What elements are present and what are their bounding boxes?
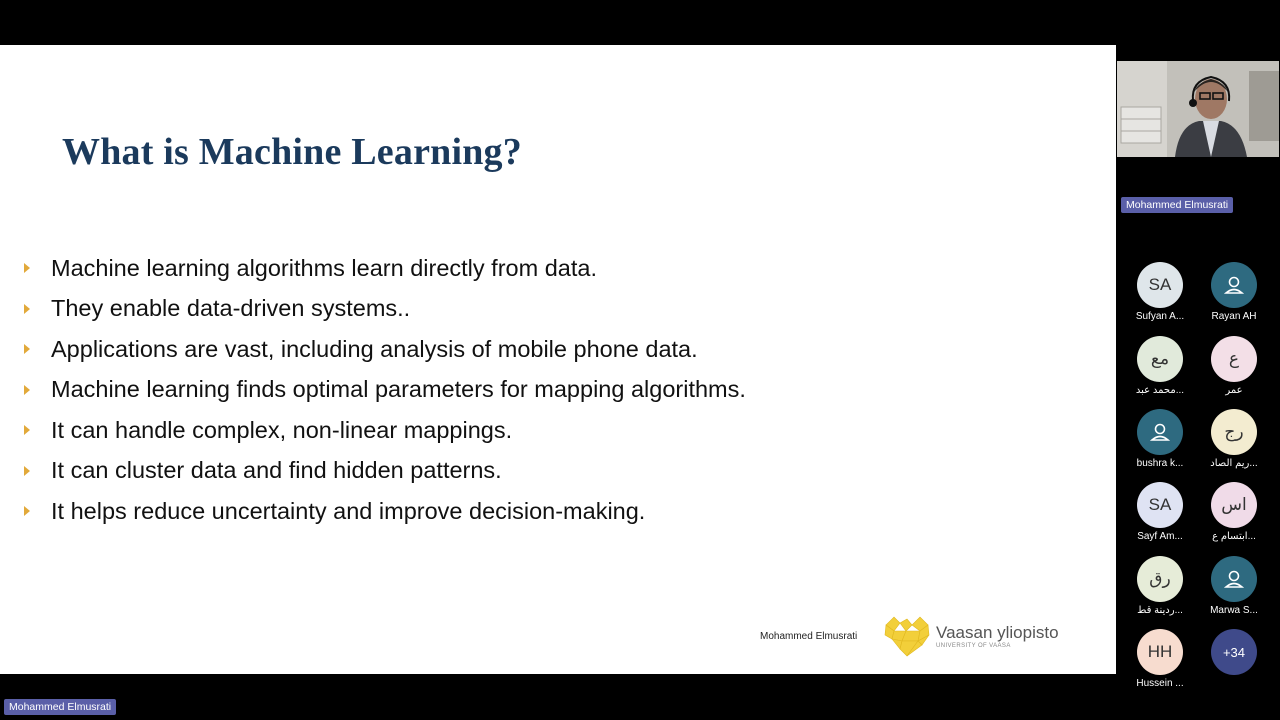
bullet-item: They enable data-driven systems..: [22, 289, 746, 330]
bullet-item: It can handle complex, non-linear mappings.: [22, 410, 746, 451]
participant-name: ريم الصاد...: [1210, 458, 1258, 469]
bullet-marker-icon: [24, 263, 30, 273]
bullet-marker-icon: [24, 304, 30, 314]
participant-tile[interactable]: [1125, 409, 1195, 469]
participant-tile[interactable]: [1199, 482, 1269, 542]
heart-logo-icon: [882, 613, 932, 659]
bullet-item: Machine learning finds optimal parameters for mapping algorithms.: [22, 370, 746, 411]
participant-tile[interactable]: [1199, 556, 1269, 616]
user-icon: [1148, 420, 1172, 444]
participant-name: Marwa S...: [1210, 605, 1258, 616]
participant-name: ابتسام ع...: [1212, 531, 1256, 542]
bullet-marker-icon: [24, 344, 30, 354]
university-subtitle: UNIVERSITY OF VAASA: [936, 642, 1011, 649]
participant-tile[interactable]: [1199, 262, 1269, 322]
user-icon: [1222, 273, 1246, 297]
participant-name: محمد عبد...: [1135, 385, 1185, 396]
avatar: [1211, 262, 1257, 308]
bullet-marker-icon: [24, 466, 30, 476]
university-name: Vaasan yliopisto: [936, 622, 1059, 642]
participant-name: عمر: [1225, 385, 1243, 396]
bullet-list: [22, 248, 746, 532]
avatar: SA: [1137, 482, 1183, 528]
participant-name: ردينة قط...: [1137, 605, 1183, 616]
avatar: [1211, 556, 1257, 602]
slide-title: What is Machine Learning?: [62, 131, 522, 173]
bullet-marker-icon: [24, 506, 30, 516]
more-participants-button[interactable]: [1199, 629, 1269, 675]
participant-tile[interactable]: [1125, 556, 1195, 616]
avatar: اس: [1211, 482, 1257, 528]
participant-name: Hussein ...: [1136, 678, 1184, 689]
participant-name: Rayan AH: [1211, 311, 1257, 322]
participant-name: Sayf Am...: [1137, 531, 1183, 542]
participant-tile[interactable]: [1125, 262, 1195, 322]
presenter-video-name-tag: Mohammed Elmusrati: [1121, 197, 1233, 213]
university-logo: [882, 613, 1062, 659]
bullet-marker-icon: [24, 385, 30, 395]
participant-name: Sufyan A...: [1135, 311, 1185, 322]
avatar: رق: [1137, 556, 1183, 602]
bullet-item: It can cluster data and find hidden patterns.: [22, 451, 746, 492]
bullet-item: It helps reduce uncertainty and improve decision-making.: [22, 491, 746, 532]
participant-tile[interactable]: [1125, 629, 1195, 689]
participant-tile[interactable]: [1125, 482, 1195, 542]
presenter-video[interactable]: [1117, 61, 1279, 157]
avatar: ع: [1211, 336, 1257, 382]
participant-tile[interactable]: [1199, 336, 1269, 396]
avatar: [1137, 409, 1183, 455]
more-participants-count: +34: [1211, 629, 1257, 675]
participant-tile[interactable]: [1125, 336, 1195, 396]
avatar: HH: [1137, 629, 1183, 675]
avatar: مع: [1137, 336, 1183, 382]
bullet-marker-icon: [24, 425, 30, 435]
shared-slide: [0, 45, 1116, 674]
user-icon: [1222, 567, 1246, 591]
participant-name: bushra k...: [1136, 458, 1184, 469]
participant-tile[interactable]: [1199, 409, 1269, 469]
bullet-item: Applications are vast, including analysis of mobile phone data.: [22, 329, 746, 370]
slide-footer-author: Mohammed Elmusrati: [760, 631, 858, 642]
presenter-video-frame: [1117, 61, 1279, 157]
presenter-name-tag: Mohammed Elmusrati: [4, 699, 116, 715]
avatar: رج: [1211, 409, 1257, 455]
bullet-item: Machine learning algorithms learn directly from data.: [22, 248, 746, 289]
avatar: SA: [1137, 262, 1183, 308]
